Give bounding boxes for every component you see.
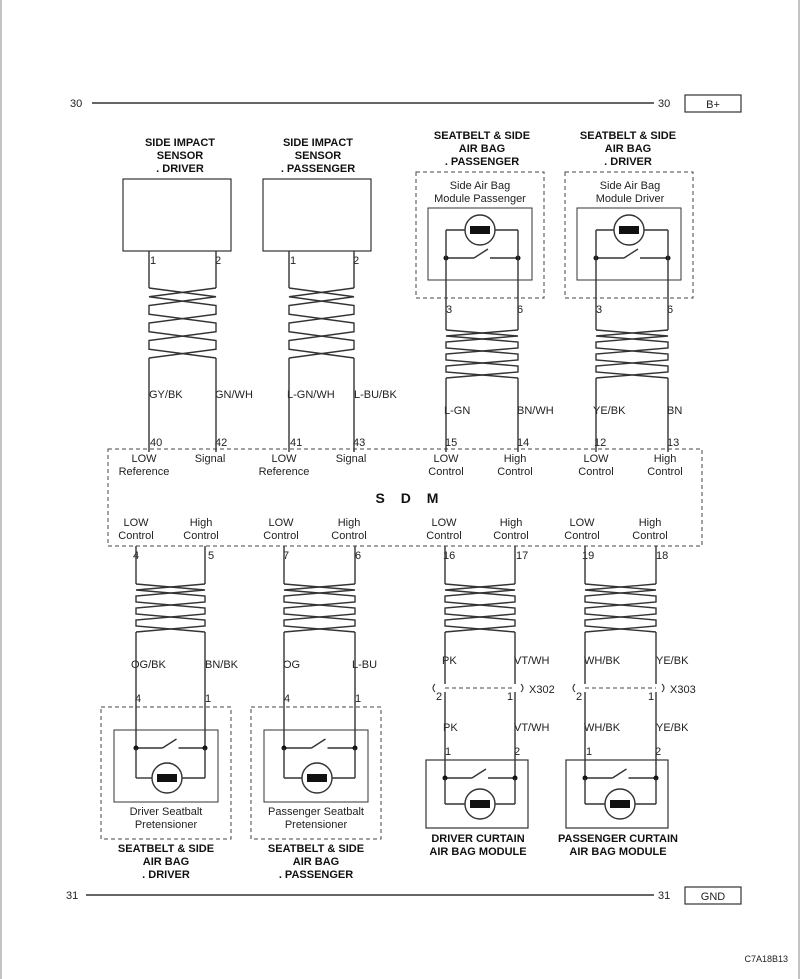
pret-pass-sdm-label-2b: Control — [331, 530, 367, 542]
side-pass-sdm-pin-2: 14 — [517, 437, 530, 449]
cur-drv-pin-2: 2 — [514, 746, 521, 758]
pret-drv-sdm-label-1b: Control — [118, 530, 154, 542]
pret-pass-title-1: SEATBELT & SIDE — [267, 843, 365, 855]
pret-drv-sdm-label-2b: Control — [183, 530, 219, 542]
pret-pass-wire-1: OG — [283, 659, 301, 671]
cur-pass-title-2: AIR BAG MODULE — [569, 846, 667, 858]
sensor-passenger-title-1: SIDE IMPACT — [282, 137, 354, 149]
side-drv-wire-2: BN — [667, 405, 683, 417]
rail-bottom-num-left: 31 — [66, 890, 79, 902]
cur-drv-sdm-label-2a: High — [499, 517, 523, 529]
cur-pass-wire-2: YE/BK — [656, 655, 689, 667]
cur-pass-sdm-label-2b: Control — [632, 530, 668, 542]
sensor-driver-sdm-label-signal: Signal — [194, 453, 226, 465]
pret-drv-inner-box — [114, 730, 218, 802]
side-pass-title-3: . PASSENGER — [444, 156, 520, 168]
side-drv-squib-bar — [619, 226, 639, 234]
sensor-passenger-pin-1: 1 — [290, 255, 297, 267]
cur-drv-sdm-label-1b: Control — [426, 530, 462, 542]
rail-top-num-left: 30 — [70, 98, 83, 110]
sensor-passenger-wire-2: L-BU/BK — [354, 389, 397, 401]
sensor-passenger-wire-1: L-GN/WH — [287, 389, 335, 401]
pret-drv-sdm-pin-2: 5 — [208, 550, 215, 562]
sensor-driver-pin-2: 2 — [215, 255, 222, 267]
pret-pass-sdm-pin-1: 7 — [283, 550, 290, 562]
side-drv-module-2: Module Driver — [595, 193, 665, 205]
pret-pass-sdm-pin-2: 6 — [355, 550, 362, 562]
pret-pass-sdm-label-1a: LOW — [268, 517, 294, 529]
pret-drv-pin-2: 1 — [205, 693, 212, 705]
pret-pass-module-2: Pretensioner — [284, 819, 348, 831]
side-impact-sensor-passenger — [259, 137, 398, 478]
side-pass-wire-2: BN/WH — [517, 405, 554, 417]
side-airbag-module-driver — [565, 130, 693, 478]
sensor-passenger-title-3: . PASSENGER — [280, 163, 356, 175]
gnd-rail — [66, 887, 741, 904]
side-drv-module-1: Side Air Bag — [599, 180, 661, 192]
cur-drv-wire2-2: VT/WH — [514, 722, 550, 734]
cur-drv-sdm-label-2b: Control — [493, 530, 529, 542]
cur-pass-wire-1: WH/BK — [584, 655, 621, 667]
sensor-driver-wire-1: GY/BK — [149, 389, 183, 401]
side-drv-wire-1: YE/BK — [593, 405, 626, 417]
pret-drv-title-3: . DRIVER — [142, 869, 190, 881]
side-impact-sensor-driver — [119, 137, 253, 478]
side-drv-title-2: AIR BAG — [604, 143, 652, 155]
side-pass-squib-bar — [470, 226, 490, 234]
pret-pass-wire-2: L-BU — [352, 659, 378, 671]
side-drv-sdm-pin-2: 13 — [667, 437, 680, 449]
cur-drv-conn-pin-2: 1 — [507, 691, 514, 703]
sdm-label: S D M — [375, 490, 445, 506]
side-pass-pin-1: 3 — [446, 304, 453, 316]
bplus-rail — [70, 95, 741, 112]
side-drv-pin-1: 3 — [596, 304, 603, 316]
cur-pass-title-1: PASSENGER CURTAIN — [558, 833, 678, 845]
sensor-passenger-sdm-label-low: LOW — [271, 453, 297, 465]
pret-drv-pin-1: 4 — [135, 693, 142, 705]
rail-bottom-num-right: 31 — [658, 890, 671, 902]
pret-pass-title-3: . PASSENGER — [278, 869, 354, 881]
cur-drv-pin-1: 1 — [445, 746, 452, 758]
cur-drv-conn-pin-1: 2 — [436, 691, 443, 703]
pret-drv-sdm-label-1a: LOW — [123, 517, 149, 529]
side-drv-inner-box — [577, 208, 681, 280]
side-pass-title-1: SEATBELT & SIDE — [433, 130, 531, 142]
sensor-driver-title-3: . DRIVER — [156, 163, 204, 175]
pret-drv-sdm-pin-1: 4 — [133, 550, 140, 562]
cur-drv-conn-bracket-left — [433, 684, 435, 692]
cur-drv-wire-1: PK — [442, 655, 457, 667]
sensor-passenger-sdm-label-ref: Reference — [258, 466, 310, 478]
cur-drv-squib-bar — [470, 800, 490, 808]
sensor-passenger-title-2: SENSOR — [294, 150, 342, 162]
cur-pass-pin-2: 2 — [655, 746, 662, 758]
sensor-driver-pin-1: 1 — [150, 255, 157, 267]
pret-drv-switch-blade — [163, 739, 177, 748]
side-pass-sdm-pin-1: 15 — [445, 437, 458, 449]
side-pass-inner-box — [428, 208, 532, 280]
side-pass-module-1: Side Air Bag — [449, 180, 511, 192]
pret-drv-sdm-label-2a: High — [189, 517, 213, 529]
cur-drv-title-2: AIR BAG MODULE — [429, 846, 527, 858]
rail-top-num-right: 30 — [658, 98, 671, 110]
cur-drv-conn-bracket-right — [521, 684, 523, 692]
rail-top-label: B+ — [706, 99, 720, 111]
pret-drv-title-1: SEATBELT & SIDE — [117, 843, 215, 855]
sensor-passenger-sdm-pin-1: 41 — [290, 437, 303, 449]
pret-pass-squib-bar — [307, 774, 327, 782]
cur-drv-connector: X302 — [529, 684, 555, 696]
side-drv-pin-2: 6 — [667, 304, 674, 316]
pret-drv-wire-1: OG/BK — [131, 659, 166, 671]
sensor-passenger-pin-2: 2 — [353, 255, 360, 267]
side-pass-module-2: Module Passenger — [434, 193, 526, 205]
cur-pass-sdm-label-1a: LOW — [569, 517, 595, 529]
sensor-driver-sdm-label-low: LOW — [131, 453, 157, 465]
pret-pass-title-2: AIR BAG — [292, 856, 340, 868]
figure-code: C7A18B13 — [744, 954, 788, 964]
side-drv-switch-blade — [624, 249, 638, 258]
pret-drv-wire-2: BN/BK — [205, 659, 239, 671]
side-drv-sdm-label-2a: High — [653, 453, 677, 465]
pret-pass-inner-box — [264, 730, 368, 802]
cur-pass-conn-pin-2: 1 — [648, 691, 655, 703]
side-drv-title-3: . DRIVER — [604, 156, 652, 168]
cur-drv-sdm-pin-2: 17 — [516, 550, 529, 562]
cur-drv-wire2-1: PK — [443, 722, 458, 734]
sensor-passenger-sdm-pin-2: 43 — [353, 437, 366, 449]
pret-drv-module-2: Pretensioner — [134, 819, 198, 831]
pretensioner-passenger — [251, 517, 381, 881]
cur-drv-title-1: DRIVER CURTAIN — [431, 833, 525, 845]
cur-drv-wire-2: VT/WH — [514, 655, 550, 667]
pret-drv-module-1: Driver Seatbalt — [129, 806, 203, 818]
cur-pass-conn-bracket-left — [573, 684, 575, 692]
cur-drv-sdm-pin-1: 16 — [443, 550, 456, 562]
side-pass-title-2: AIR BAG — [458, 143, 506, 155]
cur-pass-squib-bar — [610, 800, 630, 808]
sensor-driver-wire-2: GN/WH — [215, 389, 253, 401]
cur-pass-connector: X303 — [670, 684, 696, 696]
cur-pass-sdm-label-1b: Control — [564, 530, 600, 542]
pret-drv-title-2: AIR BAG — [142, 856, 190, 868]
rail-bottom-label: GND — [700, 891, 726, 903]
cur-pass-conn-pin-1: 2 — [576, 691, 583, 703]
cur-pass-conn-bracket-right — [662, 684, 664, 692]
pret-pass-pin-2: 1 — [355, 693, 362, 705]
pret-pass-module-1: Passenger Seatbalt — [267, 806, 365, 818]
sensor-passenger-sdm-label-signal: Signal — [335, 453, 367, 465]
pret-pass-pin-1: 4 — [284, 693, 291, 705]
side-drv-sdm-pin-1: 12 — [594, 437, 607, 449]
sensor-driver-sdm-pin-2: 42 — [215, 437, 228, 449]
cur-pass-pin-1: 1 — [586, 746, 593, 758]
cur-pass-wire2-2: YE/BK — [656, 722, 689, 734]
side-pass-sdm-label-2b: Control — [497, 466, 533, 478]
sensor-driver-sdm-label-ref: Reference — [118, 466, 170, 478]
cur-drv-sdm-label-1a: LOW — [431, 517, 457, 529]
side-pass-switch-blade — [474, 249, 488, 258]
sensor-driver-title-1: SIDE IMPACT — [144, 137, 216, 149]
pret-pass-sdm-label-1b: Control — [263, 530, 299, 542]
cur-pass-sdm-pin-2: 18 — [656, 550, 669, 562]
side-drv-sdm-label-1a: LOW — [583, 453, 609, 465]
pretensioner-driver — [101, 517, 239, 881]
cur-pass-wire2-1: WH/BK — [584, 722, 621, 734]
side-pass-pin-2: 6 — [517, 304, 524, 316]
side-airbag-module-passenger — [416, 130, 554, 478]
pret-drv-squib-bar — [157, 774, 177, 782]
side-drv-sdm-label-1b: Control — [578, 466, 614, 478]
cur-pass-sdm-label-2a: High — [638, 517, 662, 529]
side-pass-sdm-label-1b: Control — [428, 466, 464, 478]
sensor-driver-title-2: SENSOR — [156, 150, 204, 162]
side-pass-wire-1: L-GN — [444, 405, 471, 417]
sensor-driver-sdm-pin-1: 40 — [150, 437, 163, 449]
side-drv-title-1: SEATBELT & SIDE — [579, 130, 677, 142]
pret-pass-sdm-label-2a: High — [337, 517, 361, 529]
side-pass-sdm-label-1a: LOW — [433, 453, 459, 465]
pret-pass-switch-blade — [312, 739, 326, 748]
cur-pass-sdm-pin-1: 19 — [582, 550, 595, 562]
side-pass-sdm-label-2a: High — [503, 453, 527, 465]
side-drv-sdm-label-2b: Control — [647, 466, 683, 478]
